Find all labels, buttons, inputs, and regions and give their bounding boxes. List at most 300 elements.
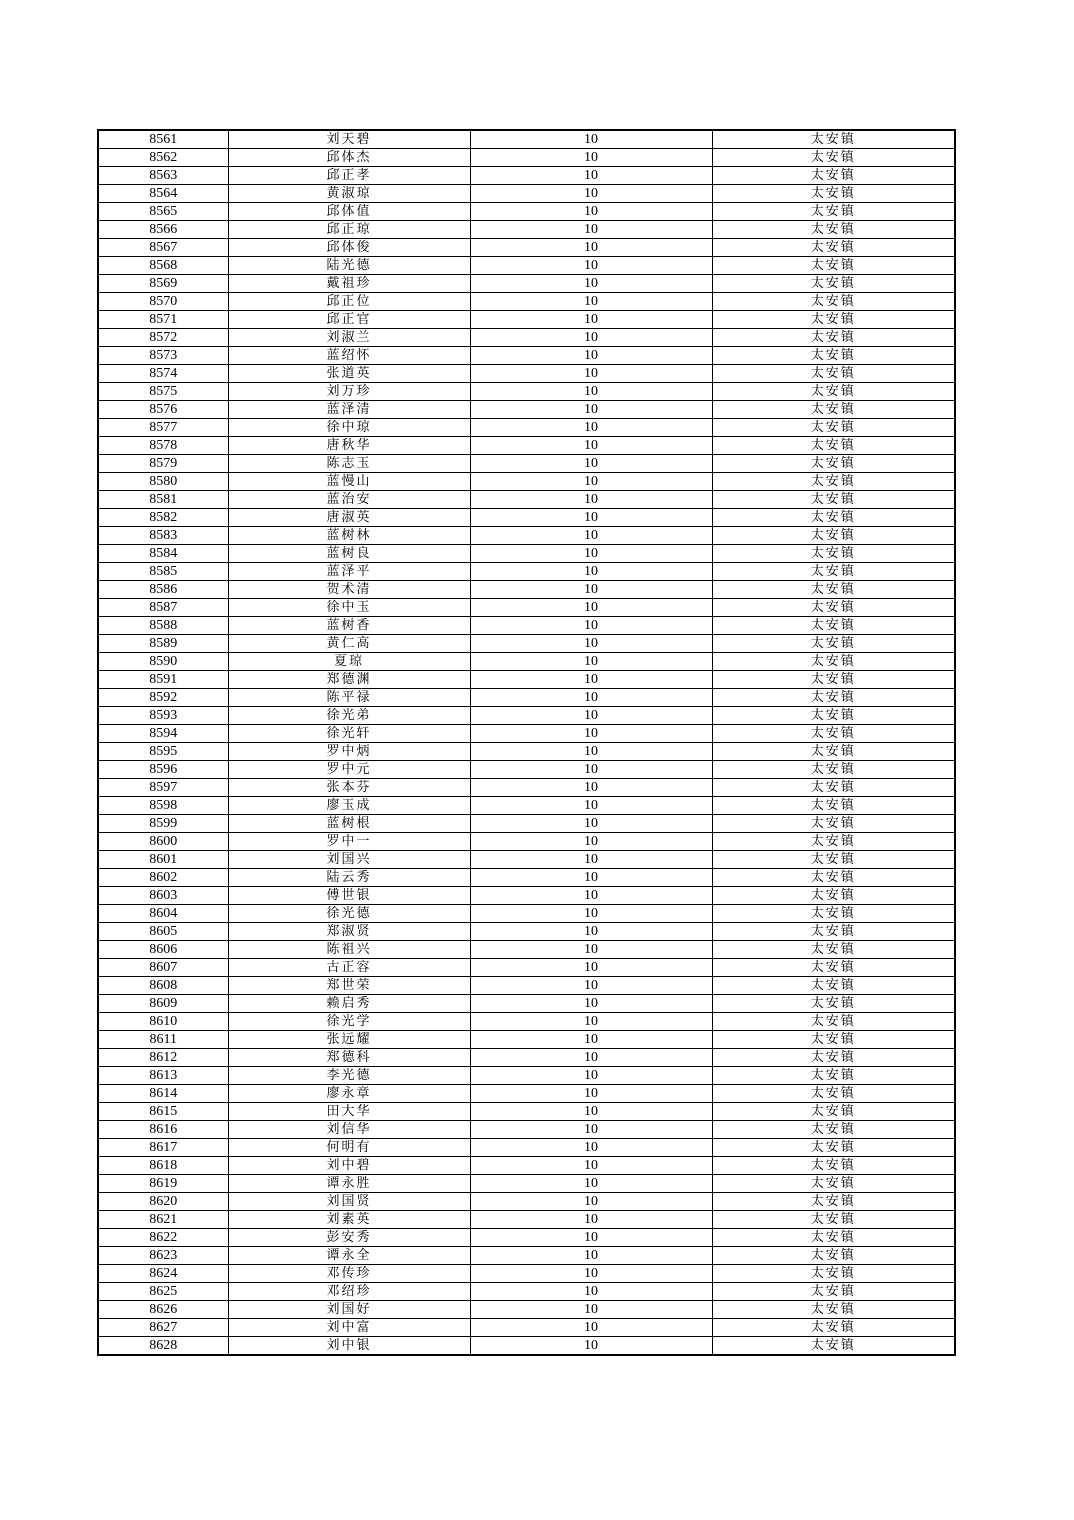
name-cell: 邱正位 bbox=[228, 293, 470, 311]
amount-cell: 10 bbox=[470, 1211, 712, 1229]
town-cell: 太安镇 bbox=[712, 1049, 955, 1067]
name-cell: 刘天碧 bbox=[228, 130, 470, 149]
name-cell: 刘中银 bbox=[228, 1337, 470, 1356]
town-cell: 太安镇 bbox=[712, 815, 955, 833]
town-cell: 太安镇 bbox=[712, 149, 955, 167]
table-row bbox=[98, 977, 955, 995]
name-cell: 邱体俊 bbox=[228, 239, 470, 257]
table-row bbox=[98, 779, 955, 797]
amount-cell: 10 bbox=[470, 1013, 712, 1031]
name-cell: 刘国兴 bbox=[228, 851, 470, 869]
row-number-cell: 8579 bbox=[98, 455, 228, 473]
town-cell: 太安镇 bbox=[712, 743, 955, 761]
table-row bbox=[98, 401, 955, 419]
amount-cell: 10 bbox=[470, 329, 712, 347]
table-row bbox=[98, 1193, 955, 1211]
name-cell: 唐淑英 bbox=[228, 509, 470, 527]
amount-cell: 10 bbox=[470, 941, 712, 959]
row-number-cell: 8578 bbox=[98, 437, 228, 455]
town-cell: 太安镇 bbox=[712, 275, 955, 293]
name-cell: 邓绍珍 bbox=[228, 1283, 470, 1301]
amount-cell: 10 bbox=[470, 761, 712, 779]
table-row bbox=[98, 563, 955, 581]
name-cell: 陈祖兴 bbox=[228, 941, 470, 959]
amount-cell: 10 bbox=[470, 1031, 712, 1049]
row-number-cell: 8621 bbox=[98, 1211, 228, 1229]
town-cell: 太安镇 bbox=[712, 1031, 955, 1049]
table-row bbox=[98, 1211, 955, 1229]
table-row bbox=[98, 293, 955, 311]
row-number-cell: 8613 bbox=[98, 1067, 228, 1085]
town-cell: 太安镇 bbox=[712, 185, 955, 203]
amount-cell: 10 bbox=[470, 1265, 712, 1283]
table-row bbox=[98, 653, 955, 671]
town-cell: 太安镇 bbox=[712, 221, 955, 239]
town-cell: 太安镇 bbox=[712, 995, 955, 1013]
table-row bbox=[98, 1337, 955, 1356]
name-cell: 傅世银 bbox=[228, 887, 470, 905]
row-number-cell: 8570 bbox=[98, 293, 228, 311]
town-cell: 太安镇 bbox=[712, 1265, 955, 1283]
town-cell: 太安镇 bbox=[712, 977, 955, 995]
name-cell: 邱体值 bbox=[228, 203, 470, 221]
table-row bbox=[98, 1121, 955, 1139]
row-number-cell: 8583 bbox=[98, 527, 228, 545]
row-number-cell: 8619 bbox=[98, 1175, 228, 1193]
name-cell: 陈志玉 bbox=[228, 455, 470, 473]
amount-cell: 10 bbox=[470, 185, 712, 203]
row-number-cell: 8580 bbox=[98, 473, 228, 491]
table-row bbox=[98, 491, 955, 509]
name-cell: 徐光弟 bbox=[228, 707, 470, 725]
table-row bbox=[98, 1247, 955, 1265]
table-row bbox=[98, 419, 955, 437]
name-cell: 蓝慢山 bbox=[228, 473, 470, 491]
table-row bbox=[98, 1265, 955, 1283]
table-row bbox=[98, 1139, 955, 1157]
amount-cell: 10 bbox=[470, 401, 712, 419]
amount-cell: 10 bbox=[470, 653, 712, 671]
town-cell: 太安镇 bbox=[712, 833, 955, 851]
town-cell: 太安镇 bbox=[712, 869, 955, 887]
name-cell: 郑淑贤 bbox=[228, 923, 470, 941]
name-cell: 黄仁高 bbox=[228, 635, 470, 653]
table-row bbox=[98, 833, 955, 851]
town-cell: 太安镇 bbox=[712, 851, 955, 869]
town-cell: 太安镇 bbox=[712, 1103, 955, 1121]
amount-cell: 10 bbox=[470, 1139, 712, 1157]
table-row bbox=[98, 185, 955, 203]
amount-cell: 10 bbox=[470, 455, 712, 473]
town-cell: 太安镇 bbox=[712, 1229, 955, 1247]
row-number-cell: 8575 bbox=[98, 383, 228, 401]
town-cell: 太安镇 bbox=[712, 563, 955, 581]
table-row bbox=[98, 365, 955, 383]
name-cell: 郑世荣 bbox=[228, 977, 470, 995]
row-number-cell: 8607 bbox=[98, 959, 228, 977]
name-cell: 刘国好 bbox=[228, 1301, 470, 1319]
row-number-cell: 8627 bbox=[98, 1319, 228, 1337]
town-cell: 太安镇 bbox=[712, 1337, 955, 1356]
name-cell: 张本芬 bbox=[228, 779, 470, 797]
name-cell: 刘万珍 bbox=[228, 383, 470, 401]
amount-cell: 10 bbox=[470, 581, 712, 599]
name-cell: 田大华 bbox=[228, 1103, 470, 1121]
table-row bbox=[98, 383, 955, 401]
row-number-cell: 8561 bbox=[98, 130, 228, 149]
table-row bbox=[98, 149, 955, 167]
row-number-cell: 8618 bbox=[98, 1157, 228, 1175]
table-row bbox=[98, 167, 955, 185]
town-cell: 太安镇 bbox=[712, 311, 955, 329]
row-number-cell: 8591 bbox=[98, 671, 228, 689]
amount-cell: 10 bbox=[470, 1085, 712, 1103]
town-cell: 太安镇 bbox=[712, 203, 955, 221]
name-cell: 张远耀 bbox=[228, 1031, 470, 1049]
amount-cell: 10 bbox=[470, 923, 712, 941]
table-row bbox=[98, 923, 955, 941]
table-row bbox=[98, 1013, 955, 1031]
row-number-cell: 8564 bbox=[98, 185, 228, 203]
name-cell: 蓝树良 bbox=[228, 545, 470, 563]
name-cell: 刘信华 bbox=[228, 1121, 470, 1139]
amount-cell: 10 bbox=[470, 491, 712, 509]
row-number-cell: 8572 bbox=[98, 329, 228, 347]
name-cell: 张道英 bbox=[228, 365, 470, 383]
name-cell: 谭永全 bbox=[228, 1247, 470, 1265]
row-number-cell: 8587 bbox=[98, 599, 228, 617]
amount-cell: 10 bbox=[470, 257, 712, 275]
name-cell: 李光德 bbox=[228, 1067, 470, 1085]
amount-cell: 10 bbox=[470, 1229, 712, 1247]
table-row bbox=[98, 1157, 955, 1175]
amount-cell: 10 bbox=[470, 671, 712, 689]
table-row bbox=[98, 473, 955, 491]
town-cell: 太安镇 bbox=[712, 725, 955, 743]
name-cell: 廖永章 bbox=[228, 1085, 470, 1103]
town-cell: 太安镇 bbox=[712, 545, 955, 563]
name-cell: 徐光学 bbox=[228, 1013, 470, 1031]
row-number-cell: 8600 bbox=[98, 833, 228, 851]
table-row bbox=[98, 1031, 955, 1049]
row-number-cell: 8612 bbox=[98, 1049, 228, 1067]
row-number-cell: 8582 bbox=[98, 509, 228, 527]
row-number-cell: 8603 bbox=[98, 887, 228, 905]
town-cell: 太安镇 bbox=[712, 365, 955, 383]
table-row bbox=[98, 815, 955, 833]
town-cell: 太安镇 bbox=[712, 329, 955, 347]
row-number-cell: 8628 bbox=[98, 1337, 228, 1356]
name-cell: 邱正孝 bbox=[228, 167, 470, 185]
name-cell: 贺术清 bbox=[228, 581, 470, 599]
table-row bbox=[98, 689, 955, 707]
table-row bbox=[98, 581, 955, 599]
name-cell: 蓝树香 bbox=[228, 617, 470, 635]
row-number-cell: 8588 bbox=[98, 617, 228, 635]
amount-cell: 10 bbox=[470, 779, 712, 797]
row-number-cell: 8625 bbox=[98, 1283, 228, 1301]
row-number-cell: 8574 bbox=[98, 365, 228, 383]
table-row bbox=[98, 275, 955, 293]
town-cell: 太安镇 bbox=[712, 1211, 955, 1229]
row-number-cell: 8623 bbox=[98, 1247, 228, 1265]
amount-cell: 10 bbox=[470, 635, 712, 653]
name-cell: 蓝泽平 bbox=[228, 563, 470, 581]
amount-cell: 10 bbox=[470, 743, 712, 761]
table-row bbox=[98, 851, 955, 869]
amount-cell: 10 bbox=[470, 563, 712, 581]
table-row bbox=[98, 203, 955, 221]
row-number-cell: 8602 bbox=[98, 869, 228, 887]
town-cell: 太安镇 bbox=[712, 167, 955, 185]
table-row bbox=[98, 707, 955, 725]
name-cell: 罗中一 bbox=[228, 833, 470, 851]
table-row bbox=[98, 527, 955, 545]
amount-cell: 10 bbox=[470, 1049, 712, 1067]
town-cell: 太安镇 bbox=[712, 437, 955, 455]
row-number-cell: 8568 bbox=[98, 257, 228, 275]
amount-cell: 10 bbox=[470, 419, 712, 437]
name-cell: 邱正官 bbox=[228, 311, 470, 329]
name-cell: 蓝绍怀 bbox=[228, 347, 470, 365]
amount-cell: 10 bbox=[470, 1283, 712, 1301]
town-cell: 太安镇 bbox=[712, 923, 955, 941]
town-cell: 太安镇 bbox=[712, 1121, 955, 1139]
row-number-cell: 8610 bbox=[98, 1013, 228, 1031]
name-cell: 戴祖珍 bbox=[228, 275, 470, 293]
row-number-cell: 8626 bbox=[98, 1301, 228, 1319]
name-cell: 罗中元 bbox=[228, 761, 470, 779]
amount-cell: 10 bbox=[470, 527, 712, 545]
name-cell: 赖启秀 bbox=[228, 995, 470, 1013]
town-cell: 太安镇 bbox=[712, 905, 955, 923]
town-cell: 太安镇 bbox=[712, 473, 955, 491]
town-cell: 太安镇 bbox=[712, 599, 955, 617]
row-number-cell: 8616 bbox=[98, 1121, 228, 1139]
roster-table bbox=[97, 129, 956, 1356]
amount-cell: 10 bbox=[470, 1121, 712, 1139]
name-cell: 刘中碧 bbox=[228, 1157, 470, 1175]
row-number-cell: 8592 bbox=[98, 689, 228, 707]
town-cell: 太安镇 bbox=[712, 383, 955, 401]
amount-cell: 10 bbox=[470, 815, 712, 833]
amount-cell: 10 bbox=[470, 977, 712, 995]
amount-cell: 10 bbox=[470, 311, 712, 329]
amount-cell: 10 bbox=[470, 959, 712, 977]
amount-cell: 10 bbox=[470, 1337, 712, 1356]
name-cell: 刘中富 bbox=[228, 1319, 470, 1337]
town-cell: 太安镇 bbox=[712, 527, 955, 545]
amount-cell: 10 bbox=[470, 887, 712, 905]
row-number-cell: 8576 bbox=[98, 401, 228, 419]
name-cell: 夏琼 bbox=[228, 653, 470, 671]
name-cell: 古正容 bbox=[228, 959, 470, 977]
row-number-cell: 8590 bbox=[98, 653, 228, 671]
table-row bbox=[98, 1301, 955, 1319]
town-cell: 太安镇 bbox=[712, 509, 955, 527]
row-number-cell: 8585 bbox=[98, 563, 228, 581]
amount-cell: 10 bbox=[470, 1067, 712, 1085]
table-row bbox=[98, 1085, 955, 1103]
name-cell: 邱体杰 bbox=[228, 149, 470, 167]
name-cell: 蓝治安 bbox=[228, 491, 470, 509]
table-row bbox=[98, 509, 955, 527]
name-cell: 邱正琼 bbox=[228, 221, 470, 239]
table-row bbox=[98, 869, 955, 887]
amount-cell: 10 bbox=[470, 617, 712, 635]
row-number-cell: 8609 bbox=[98, 995, 228, 1013]
row-number-cell: 8565 bbox=[98, 203, 228, 221]
town-cell: 太安镇 bbox=[712, 581, 955, 599]
amount-cell: 10 bbox=[470, 275, 712, 293]
table-row bbox=[98, 1175, 955, 1193]
table-row bbox=[98, 959, 955, 977]
town-cell: 太安镇 bbox=[712, 671, 955, 689]
town-cell: 太安镇 bbox=[712, 779, 955, 797]
row-number-cell: 8622 bbox=[98, 1229, 228, 1247]
town-cell: 太安镇 bbox=[712, 653, 955, 671]
amount-cell: 10 bbox=[470, 1247, 712, 1265]
town-cell: 太安镇 bbox=[712, 707, 955, 725]
row-number-cell: 8614 bbox=[98, 1085, 228, 1103]
amount-cell: 10 bbox=[470, 365, 712, 383]
amount-cell: 10 bbox=[470, 293, 712, 311]
table-row bbox=[98, 887, 955, 905]
amount-cell: 10 bbox=[470, 545, 712, 563]
row-number-cell: 8589 bbox=[98, 635, 228, 653]
amount-cell: 10 bbox=[470, 149, 712, 167]
name-cell: 黄淑琼 bbox=[228, 185, 470, 203]
name-cell: 徐中琼 bbox=[228, 419, 470, 437]
table-row bbox=[98, 725, 955, 743]
amount-cell: 10 bbox=[470, 383, 712, 401]
amount-cell: 10 bbox=[470, 509, 712, 527]
row-number-cell: 8581 bbox=[98, 491, 228, 509]
amount-cell: 10 bbox=[470, 239, 712, 257]
row-number-cell: 8584 bbox=[98, 545, 228, 563]
amount-cell: 10 bbox=[470, 599, 712, 617]
table-row bbox=[98, 1229, 955, 1247]
amount-cell: 10 bbox=[470, 437, 712, 455]
town-cell: 太安镇 bbox=[712, 293, 955, 311]
table-row bbox=[98, 797, 955, 815]
amount-cell: 10 bbox=[470, 347, 712, 365]
row-number-cell: 8605 bbox=[98, 923, 228, 941]
table-row bbox=[98, 257, 955, 275]
town-cell: 太安镇 bbox=[712, 1157, 955, 1175]
row-number-cell: 8598 bbox=[98, 797, 228, 815]
town-cell: 太安镇 bbox=[712, 455, 955, 473]
name-cell: 陆光德 bbox=[228, 257, 470, 275]
row-number-cell: 8620 bbox=[98, 1193, 228, 1211]
row-number-cell: 8586 bbox=[98, 581, 228, 599]
town-cell: 太安镇 bbox=[712, 1085, 955, 1103]
amount-cell: 10 bbox=[470, 130, 712, 149]
amount-cell: 10 bbox=[470, 1103, 712, 1121]
town-cell: 太安镇 bbox=[712, 401, 955, 419]
amount-cell: 10 bbox=[470, 1319, 712, 1337]
table-row bbox=[98, 239, 955, 257]
row-number-cell: 8601 bbox=[98, 851, 228, 869]
town-cell: 太安镇 bbox=[712, 959, 955, 977]
table-row bbox=[98, 1049, 955, 1067]
amount-cell: 10 bbox=[470, 1301, 712, 1319]
row-number-cell: 8611 bbox=[98, 1031, 228, 1049]
table-row bbox=[98, 1283, 955, 1301]
table-row bbox=[98, 311, 955, 329]
row-number-cell: 8562 bbox=[98, 149, 228, 167]
town-cell: 太安镇 bbox=[712, 1283, 955, 1301]
amount-cell: 10 bbox=[470, 1157, 712, 1175]
name-cell: 唐秋华 bbox=[228, 437, 470, 455]
row-number-cell: 8615 bbox=[98, 1103, 228, 1121]
table-row bbox=[98, 545, 955, 563]
town-cell: 太安镇 bbox=[712, 347, 955, 365]
amount-cell: 10 bbox=[470, 473, 712, 491]
table-row bbox=[98, 617, 955, 635]
town-cell: 太安镇 bbox=[712, 887, 955, 905]
row-number-cell: 8624 bbox=[98, 1265, 228, 1283]
amount-cell: 10 bbox=[470, 869, 712, 887]
town-cell: 太安镇 bbox=[712, 1193, 955, 1211]
row-number-cell: 8566 bbox=[98, 221, 228, 239]
row-number-cell: 8604 bbox=[98, 905, 228, 923]
amount-cell: 10 bbox=[470, 1175, 712, 1193]
name-cell: 刘淑兰 bbox=[228, 329, 470, 347]
row-number-cell: 8606 bbox=[98, 941, 228, 959]
table-row bbox=[98, 455, 955, 473]
table-row bbox=[98, 995, 955, 1013]
amount-cell: 10 bbox=[470, 203, 712, 221]
name-cell: 陈平禄 bbox=[228, 689, 470, 707]
row-number-cell: 8577 bbox=[98, 419, 228, 437]
row-number-cell: 8569 bbox=[98, 275, 228, 293]
table-row bbox=[98, 1067, 955, 1085]
town-cell: 太安镇 bbox=[712, 491, 955, 509]
town-cell: 太安镇 bbox=[712, 257, 955, 275]
name-cell: 邓传珍 bbox=[228, 1265, 470, 1283]
town-cell: 太安镇 bbox=[712, 1247, 955, 1265]
name-cell: 彭安秀 bbox=[228, 1229, 470, 1247]
town-cell: 太安镇 bbox=[712, 239, 955, 257]
town-cell: 太安镇 bbox=[712, 1319, 955, 1337]
town-cell: 太安镇 bbox=[712, 419, 955, 437]
row-number-cell: 8593 bbox=[98, 707, 228, 725]
name-cell: 郑德科 bbox=[228, 1049, 470, 1067]
table-row bbox=[98, 905, 955, 923]
table-row bbox=[98, 1319, 955, 1337]
roster-table-body bbox=[98, 130, 955, 1355]
name-cell: 郑德渊 bbox=[228, 671, 470, 689]
amount-cell: 10 bbox=[470, 995, 712, 1013]
amount-cell: 10 bbox=[470, 851, 712, 869]
town-cell: 太安镇 bbox=[712, 1175, 955, 1193]
table-row bbox=[98, 743, 955, 761]
name-cell: 徐中玉 bbox=[228, 599, 470, 617]
row-number-cell: 8567 bbox=[98, 239, 228, 257]
amount-cell: 10 bbox=[470, 833, 712, 851]
table-row bbox=[98, 635, 955, 653]
town-cell: 太安镇 bbox=[712, 1301, 955, 1319]
amount-cell: 10 bbox=[470, 167, 712, 185]
name-cell: 刘素英 bbox=[228, 1211, 470, 1229]
row-number-cell: 8595 bbox=[98, 743, 228, 761]
town-cell: 太安镇 bbox=[712, 1013, 955, 1031]
name-cell: 谭永胜 bbox=[228, 1175, 470, 1193]
town-cell: 太安镇 bbox=[712, 635, 955, 653]
amount-cell: 10 bbox=[470, 725, 712, 743]
town-cell: 太安镇 bbox=[712, 941, 955, 959]
